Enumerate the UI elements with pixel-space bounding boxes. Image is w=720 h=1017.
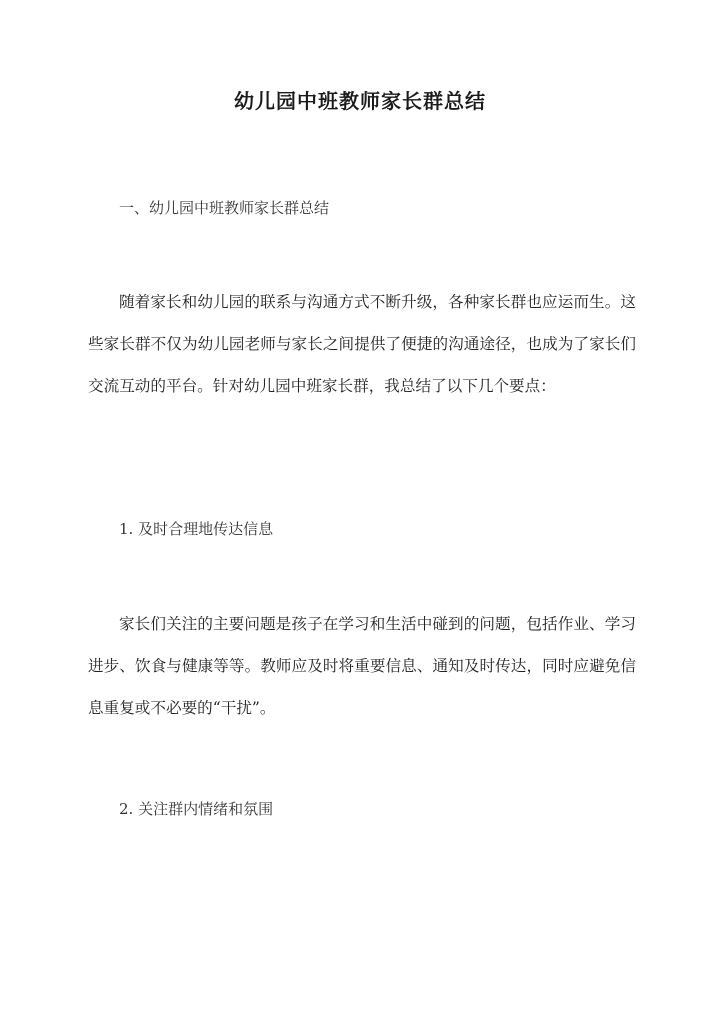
point-1-heading: 1. 及时合理地传达信息 bbox=[119, 520, 274, 538]
paragraph-point-1: 家长们关注的主要问题是孩子在学习和生活中碰到的问题，包括作业、学习进步、饮食与健康等等。教师应及时将重要信息、通知及时传达，同时应避免信息重复或不必要的“干扰”。 bbox=[88, 615, 636, 717]
document-title: 幼儿园中班教师家长群总结 bbox=[234, 89, 486, 113]
point-2-heading: 2. 关注群内情绪和氛围 bbox=[119, 800, 274, 818]
section-heading: 一、幼儿园中班教师家长群总结 bbox=[119, 199, 330, 217]
paragraph-intro: 随着家长和幼儿园的联系与沟通方式不断升级，各种家长群也应运而生。这些家长群不仅为幼儿园老师与家长之间提供了便捷的沟通途径，也成为了家长们交流互动的平台。针对幼儿园中班家长群，我总结了以下几个要点： bbox=[88, 293, 636, 395]
